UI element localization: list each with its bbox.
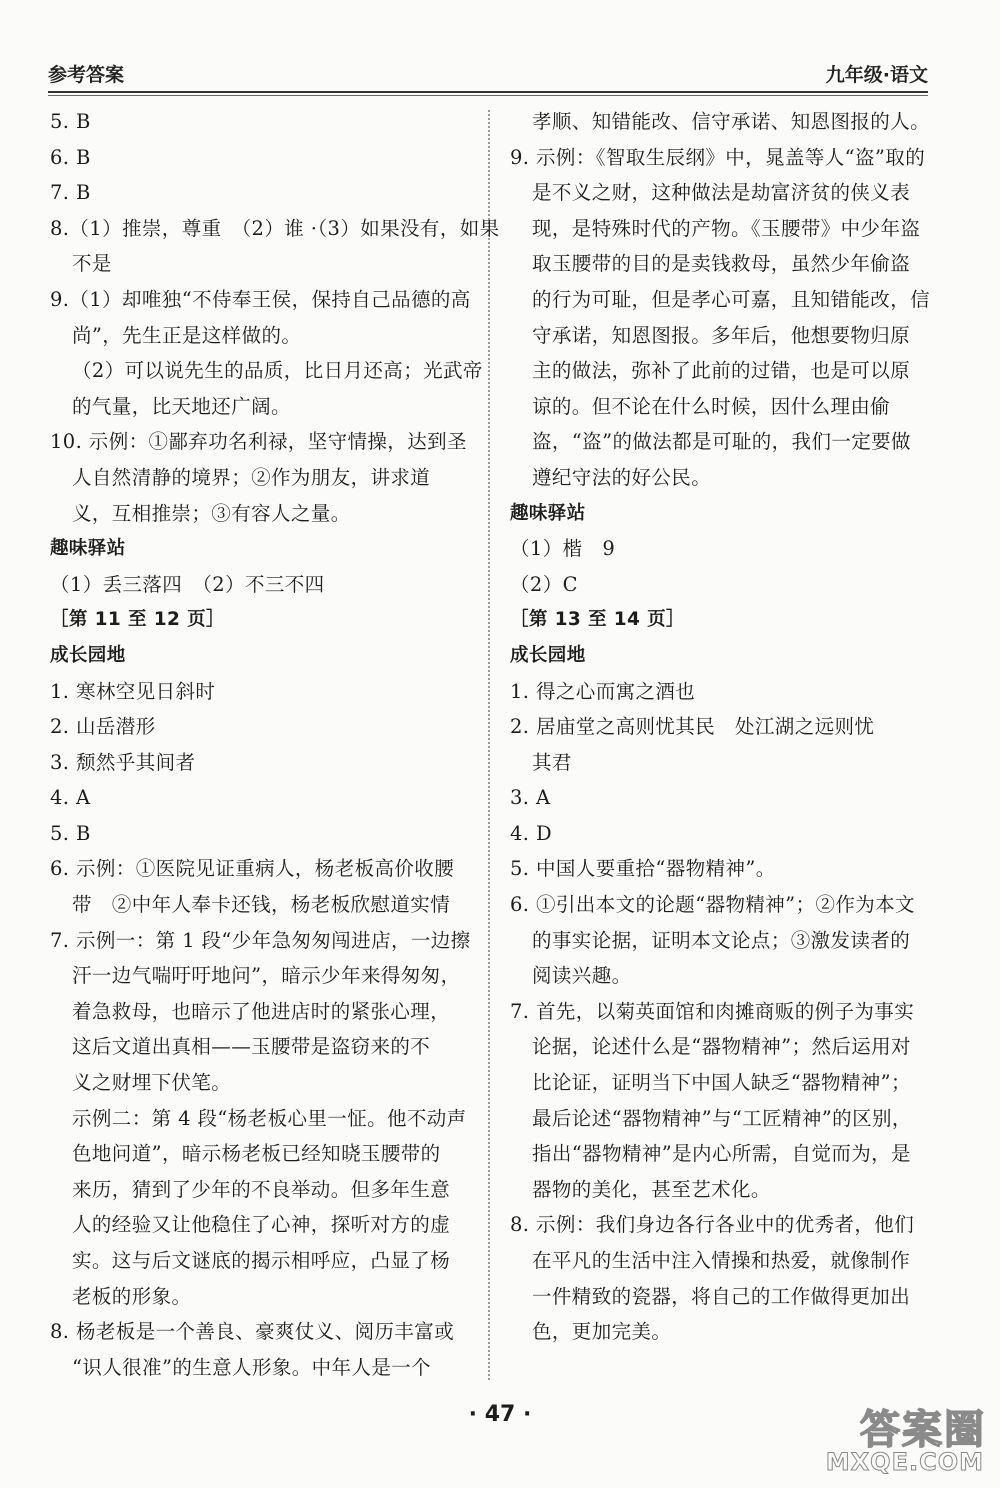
answer-line: 着急救母，也暗示了他进店时的紧张心理， [72,999,451,1023]
watermark-logo [796,1398,986,1478]
answer-line: 比论证，证明当下中国人缺乏“器物精神”； [532,1071,911,1095]
answer-line: 9. 示例：《智取生辰纲》中，晁盖等人“盗”取的 [510,145,926,169]
answer-line: 6. 示例：①医院见证重病人，杨老板高价收腰 [50,857,455,881]
section-heading: 趣味驿站 [510,502,586,524]
answer-line: 论据，论述什么是“器物精神”；然后运用对 [532,1035,911,1059]
answer-line: 2. 居庙堂之高则忧其民 处江湖之远则忧 [510,715,875,739]
answer-line: 其君 [532,750,572,774]
answer-line: 是不义之财，这种做法是劫富济贫的侠义表 [532,181,911,205]
answer-line: 7. 示例一：第 1 段“少年急匆匆闯进店，一边擦 [50,928,471,952]
right-column [510,104,930,1350]
answer-line: 4. D [510,821,553,845]
answer-line: 在平凡的生活中注入情操和热爱，就像制作 [532,1249,911,1272]
answer-line: 这后文道出真相——玉腰带是盗窃来的不 [72,1035,431,1059]
answer-line: 2. 山岳潜形 [50,715,156,739]
answer-line: 3. 颓然乎其间者 [50,750,196,774]
answer-line: 孝顺、知错能改、信守承诺、知恩图报的人。 [532,110,931,133]
page-number: · 47 · [468,1402,532,1427]
answer-line: 6. ①引出本文的论题“器物精神”；②作为本文 [510,893,915,917]
answer-line: （1）楷 9 [510,537,616,561]
answer-line: “识人很准”的生意人形象。中年人是一个 [72,1355,432,1379]
answer-line: 带 ②中年人奉卡还钱，杨老板欣慰道实情 [72,893,451,917]
answer-line: 指出“器物精神”是内心所需，自觉而为，是 [532,1142,911,1166]
answer-line: 8. 杨老板是一个善良、豪爽仗义、阅历丰富或 [50,1320,455,1344]
answer-line: 谅的。但不论在什么时候，因什么理由偷 [532,394,891,418]
answer-line: 老板的形象。 [72,1284,192,1308]
section-heading: 成长园地 [510,644,586,666]
answer-line: 色，更加完美。 [532,1320,672,1344]
answer-line: 3. A [510,786,551,810]
answer-line: 6. B [50,145,91,169]
answer-line: 实。这与后文谜底的揭示相呼应，凸显了杨 [72,1249,451,1272]
answer-line: 阅读兴趣。 [532,964,632,988]
watermark-url: MXQE.COM [825,1448,984,1476]
answer-line: 守承诺，知恩图报。多年后，他想要物归原 [532,323,911,347]
answer-line: 7. B [50,181,91,205]
section-heading: ［第 11 至 12 页］ [50,609,225,631]
watermark-text: 答案圈 [860,1407,986,1453]
answer-line: 4. A [50,786,91,810]
answer-line: （2）C [510,572,578,596]
answer-line: 1. 寒林空见日斜时 [50,679,216,703]
answer-line: 的行为可耻，但是孝心可嘉，且知错能改，信 [532,287,931,311]
answer-line: 取玉腰带的目的是卖钱救母，虽然少年偷盗 [532,252,911,276]
answer-line: 最后论述“器物精神”与“工匠精神”的区别， [532,1106,912,1130]
section-heading: 成长园地 [50,644,126,666]
answer-line: 5. B [50,821,91,845]
answer-line: 9.（1）却唯独“不侍奉王侯，保持自己品德的高 [50,287,471,311]
answer-line: 一件精致的瓷器，将自己的工作做得更加出 [532,1284,911,1308]
header-subject: 九年级·语文 [825,64,928,86]
column-divider [488,110,490,1380]
answer-line: 义之财埋下伏笔。 [72,1071,232,1095]
section-heading: 趣味驿站 [50,538,126,560]
answer-line: 色地问道”，暗示杨老板已经知晓玉腰带的 [72,1142,441,1166]
answer-line: 10. 示例：①鄙弃功名利禄，坚守情操，达到圣 [50,430,467,454]
answer-line: 现，是特殊时代的产物。《玉腰带》中少年盗 [532,216,921,240]
answer-line: 的气量，比天地还广阔。 [72,394,291,418]
answer-line: （1）丢三落四 （2）不三不四 [50,572,325,596]
answer-line: 汗一边气喘吁吁地问”，暗示少年来得匆匆， [72,964,461,988]
answer-line: 主的做法，弥补了此前的过错，也是可以原 [532,359,911,383]
answer-line: 来历，猜到了少年的不良举动。但多年生意 [72,1177,451,1201]
answer-line: 8. 示例：我们身边各行各业中的优秀者，他们 [510,1213,915,1237]
answer-line: 1. 得之心而寓之酒也 [510,679,696,703]
answer-line: 义，互相推崇；③有容人之量。 [72,501,351,525]
section-heading: ［第 13 至 14 页］ [510,609,685,631]
answer-line: 人自然清静的境界；②作为朋友，讲求道 [72,465,431,489]
answer-line: 5. B [50,110,91,133]
answer-line: 的事实论据，证明本文论点；③激发读者的 [532,928,911,952]
answer-line: 器物的美化，甚至艺术化。 [532,1177,771,1201]
header-rule-thin [48,95,928,96]
answer-line: （2）可以说先生的品质，比日月还高；光武帝 [72,359,483,383]
answer-line: 示例二：第 4 段“杨老板心里一怔。他不动声 [72,1106,467,1130]
answer-line: 5. 中国人要重拾“器物精神”。 [510,857,776,881]
answer-line: 尚”，先生正是这样做的。 [72,323,302,347]
answer-line: 盗，“盗”的做法都是可耻的，我们一定要做 [532,430,911,454]
answer-line: 不是 [72,252,112,276]
left-column [50,104,500,1385]
answer-line: 8.（1）推崇，尊重 （2）谁 ·（3）如果没有，如果 [50,216,500,240]
header-rule-thick [48,91,928,93]
answer-line: 遵纪守法的好公民。 [532,465,712,489]
answer-line: 7. 首先，以菊英面馆和肉摊商贩的例子为事实 [510,999,915,1023]
page-header [48,60,928,92]
answer-line: 人的经验又让他稳住了心神，探听对方的虚 [72,1213,451,1237]
header-title: 参考答案 [48,64,125,86]
